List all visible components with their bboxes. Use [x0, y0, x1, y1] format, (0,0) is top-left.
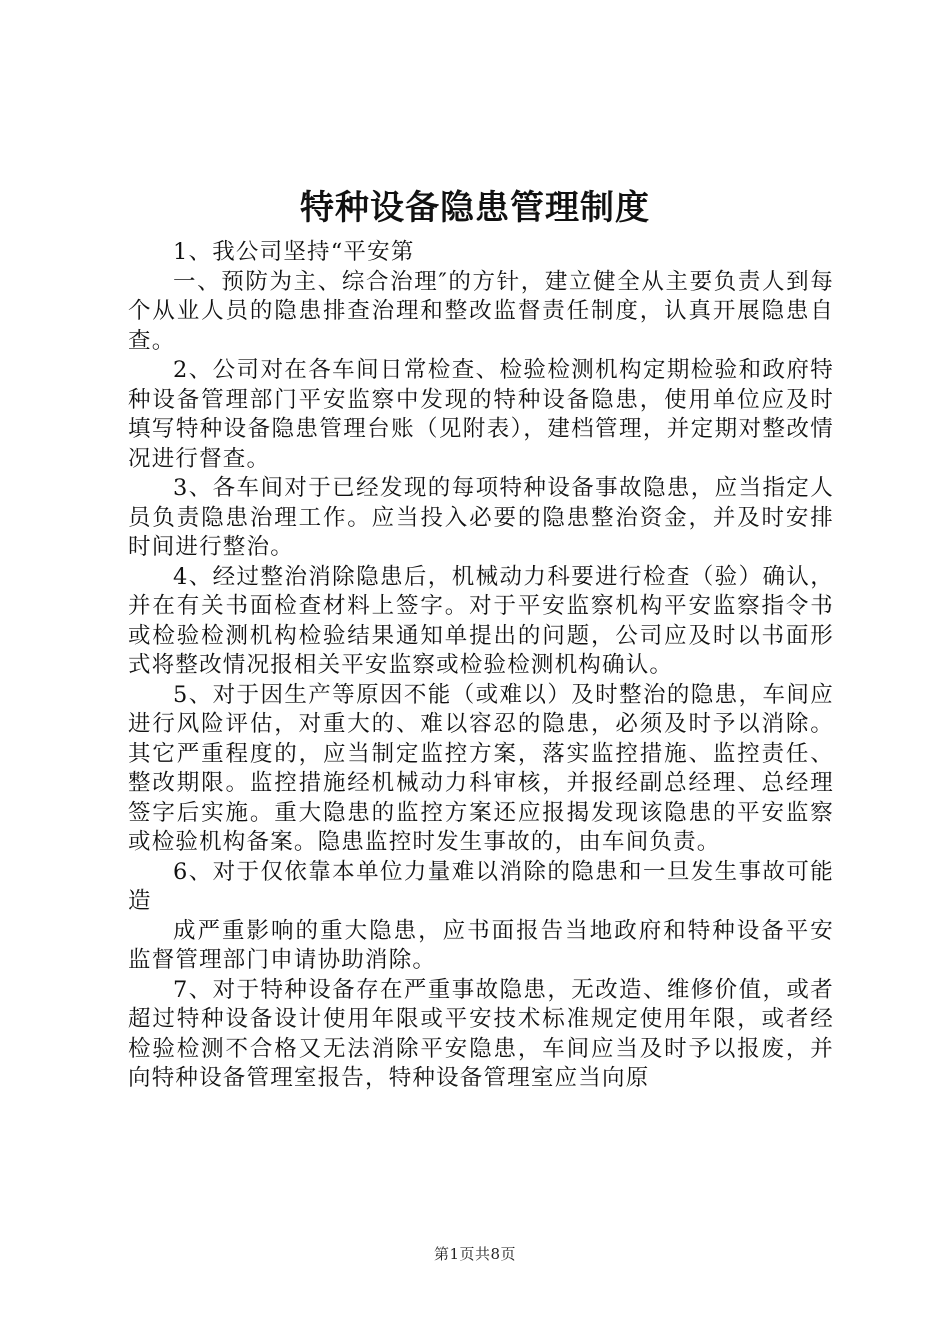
paragraph-6: 5、对于因生产等原因不能（或难以）及时整治的隐患，车间应进行风险评估，对重大的、难以容忍的隐患，必须及时予以消除。其它严重程度的，应当制定监控方案，落实监控措施、监控责任、整改期限。监控措施经机械动力科审核，并报经副总经理、总经理签字后实施。重大隐患的监控方案还应报揭发现该隐患的平安监察或检验机构备案。隐患监控时发生事故的，由车间负责。	[128, 681, 834, 855]
paragraph-4: 3、各车间对于已经发现的每项特种设备事故隐患，应当指定人员负责隐患治理工作。应当投入必要的隐患整治资金，并及时安排时间进行整治。	[128, 475, 834, 560]
paragraph-2: 一、预防为主、综合治理″的方针，建立健全从主要负责人到每个从业人员的隐患排查治理和整改监督责任制度，认真开展隐患自查。	[128, 268, 834, 354]
paragraph-9: 7、对于特种设备存在严重事故隐患，无改造、维修价值，或者超过特种设备设计使用年限或平安技术标准规定使用年限，或者经检验检测不合格又无法消除平安隐患，车间应当及时予以报废，并向特种设备管理室报告，特种设备管理室应当向原	[128, 976, 834, 1091]
paragraph-8: 成严重影响的重大隐患，应书面报告当地政府和特种设备平安监督管理部门申请协助消除。	[128, 917, 834, 973]
paragraph-3: 2、公司对在各车间日常检查、检验检测机构定期检验和政府特种设备管理部门平安监察中发现的特种设备隐患，使用单位应及时填写特种设备隐患管理台账（见附表），建档管理，并定期对整改情况进行督查。	[128, 357, 834, 472]
paragraph-5: 4、经过整治消除隐患后，机械动力科要进行检查（验）确认，并在有关书面检查材料上签字。对于平安监察机构平安监察指令书或检验检测机构检验结果通知单提出的问题，公司应及时以书面形式将整改情况报相关平安监察或检验检测机构确认。	[128, 563, 834, 678]
page-number: 第1页	[433, 1245, 475, 1263]
page-footer	[0, 1244, 950, 1264]
paragraph-7: 6、对于仅依靠本单位力量难以消除的隐患和一旦发生事故可能造	[128, 858, 834, 914]
document-body	[128, 238, 834, 1094]
page-title: 特种设备隐患管理制度	[300, 188, 650, 228]
page-total: 共8页	[475, 1245, 517, 1263]
paragraph-1: 1、我公司坚持“平安第	[173, 239, 415, 265]
